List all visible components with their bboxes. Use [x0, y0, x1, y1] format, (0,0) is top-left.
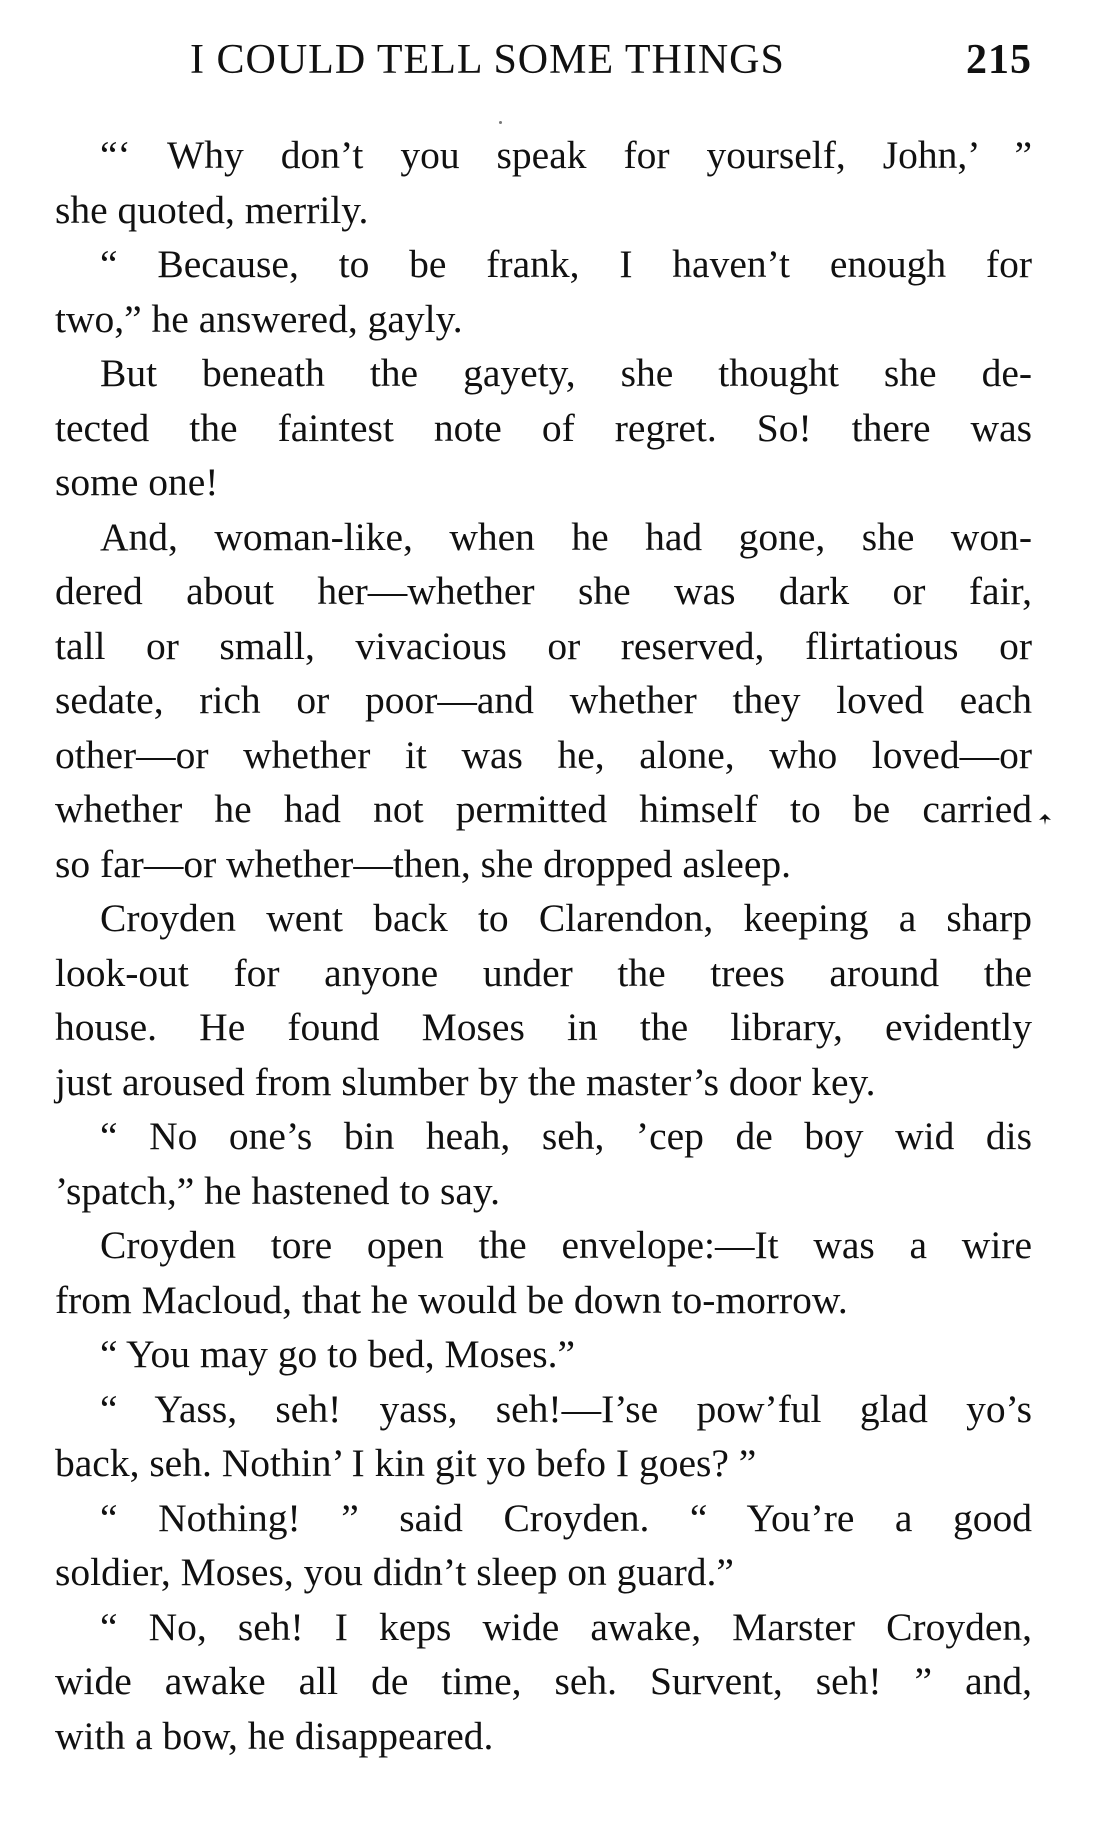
text-line: so far—or whether—then, she dropped asleep. — [55, 841, 791, 886]
text-line: sedate, rich or poor—and whether they loved each — [55, 678, 1032, 722]
page-number: 215 — [966, 37, 1032, 83]
paragraph — [55, 237, 1032, 346]
text-line: back, seh. Nothin’ I kin git yo befo I goes? ” — [55, 1441, 757, 1485]
text-line: And, woman-like, when he had gone, she won- — [100, 514, 1032, 559]
text-line: house. He found Moses in the library, evidently — [55, 1005, 1032, 1049]
paragraph — [55, 1218, 1032, 1327]
margin-mark-icon — [1038, 812, 1052, 826]
paragraph — [55, 1600, 1032, 1764]
text-line: “ Because, to be frank, I haven’t enough for — [100, 242, 1032, 286]
paragraph — [55, 1382, 1032, 1491]
text-line: other—or whether it was he, alone, who loved—or — [55, 732, 1032, 777]
text-line: ’spatch,” he hastened to say. — [55, 1168, 500, 1213]
text-line: Croyden went back to Clarendon, keeping a sharp — [100, 896, 1032, 940]
paper-speck — [499, 121, 502, 124]
paragraph — [55, 891, 1032, 1109]
paragraph — [55, 1491, 1032, 1600]
paragraph — [55, 346, 1032, 510]
text-line: from Macloud, that he would be down to-morrow. — [55, 1277, 848, 1322]
text-line: dered about her—whether she was dark or fair, — [55, 569, 1032, 613]
text-line: “ Nothing! ” said Croyden. “ You’re a good — [100, 1495, 1032, 1540]
body-text — [55, 128, 1032, 1763]
text-line: “ You may go to bed, Moses.” — [100, 1332, 576, 1376]
text-line: “ Yass, seh! yass, seh!—I’se pow’ful glad yo’s — [100, 1386, 1032, 1431]
text-line: whether he had not permitted himself to be carried — [55, 787, 1032, 831]
text-line: she quoted, merrily. — [55, 187, 369, 232]
text-line: just aroused from slumber by the master’s door key. — [55, 1059, 876, 1104]
text-line: wide awake all de time, seh. Survent, seh! ” and, — [55, 1659, 1032, 1703]
text-line: soldier, Moses, you didn’t sleep on guard.” — [55, 1550, 734, 1594]
paragraph — [55, 128, 1032, 237]
text-line: “ No one’s bin heah, seh, ’cep de boy wid dis — [100, 1114, 1032, 1158]
text-line: some one! — [55, 460, 219, 504]
text-line: Croyden tore open the envelope:—It was a wire — [100, 1223, 1032, 1267]
text-line: “ No, seh! I keps wide awake, Marster Croyden, — [100, 1604, 1032, 1649]
text-line: “‘ Why don’t you speak for yourself, John,’ ” — [100, 133, 1032, 177]
text-line: with a bow, he disappeared. — [55, 1713, 494, 1758]
paragraph — [55, 1109, 1032, 1218]
text-line: tall or small, vivacious or reserved, flirtatious or — [55, 623, 1032, 668]
paragraph — [55, 510, 1032, 892]
running-head: I COULD TELL SOME THINGS — [190, 37, 785, 83]
paragraph — [55, 1327, 1032, 1382]
page-header — [190, 34, 1032, 86]
text-line: two,” he answered, gayly. — [55, 296, 463, 341]
text-line: tected the faintest note of regret. So! there was — [55, 405, 1032, 450]
text-line: look-out for anyone under the trees around the — [55, 950, 1032, 995]
text-line: But beneath the gayety, she thought she de- — [100, 351, 1032, 395]
